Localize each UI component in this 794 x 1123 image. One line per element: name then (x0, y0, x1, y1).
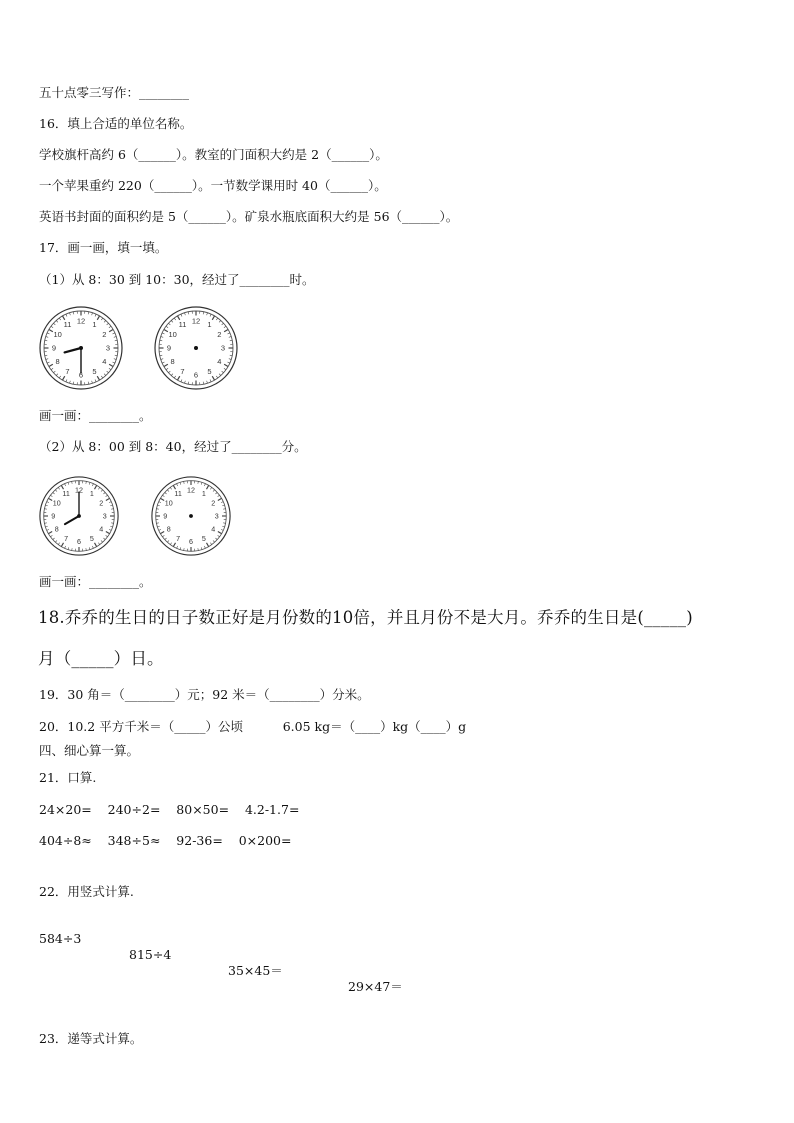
clock-number: 9 (163, 512, 168, 521)
q21-row-2: 404÷8≈ 348÷5≈ 92-36= 0×200= (39, 833, 292, 848)
clock-number: 1 (201, 490, 206, 499)
clock-number: 1 (207, 320, 212, 330)
clock-number: 6 (77, 538, 81, 547)
clock-number: 8 (54, 525, 59, 534)
clock-center-dot (189, 514, 193, 518)
clock-number: 12 (187, 486, 195, 495)
q18-line-a: 18.乔乔的生日的日子数正好是月份数的10倍，并且月份不是大月。乔乔的生日是(_____) (38, 608, 693, 627)
clock-number: 9 (51, 512, 56, 521)
clock-number: 7 (65, 366, 70, 376)
clock-number: 7 (64, 534, 69, 543)
clock-number: 10 (168, 330, 177, 340)
clock-number: 9 (166, 343, 172, 353)
clock-number: 6 (189, 538, 193, 547)
clock-number: 11 (63, 320, 72, 330)
clock-center-dot (79, 346, 83, 350)
clock-number: 11 (178, 320, 187, 330)
section-4-heading: 四、细心算一算。 (39, 743, 140, 758)
q17-part2: （2）从 8：00 到 8：40，经过了________分。 (39, 439, 307, 454)
line-0: 五十点零三写作：________ (39, 85, 190, 100)
clock-number: 10 (53, 330, 62, 340)
clock-number: 11 (62, 490, 70, 499)
q22-item: 35×45＝ (228, 963, 283, 978)
clock-number: 7 (176, 534, 181, 543)
q21-row-1: 24×20= 240÷2= 80×50= 4.2-1.7= (39, 802, 300, 817)
clock-number: 6 (193, 370, 199, 380)
clock-number: 4 (102, 357, 107, 367)
clock-number: 3 (220, 343, 226, 353)
clock-face-2 (153, 305, 239, 391)
q18-line-b: 月（_____）日。 (38, 649, 164, 668)
clock-number: 6 (78, 370, 84, 380)
clock-number: 8 (170, 357, 175, 367)
q17-draw-1: 画一画：________。 (39, 408, 152, 423)
q23-title: 23．递等式计算。 (39, 1031, 143, 1046)
q21-title: 21．口算. (39, 770, 97, 785)
clock-face-3 (38, 475, 120, 557)
q17-part1: （1）从 8：30 到 10：30，经过了________时。 (39, 272, 315, 287)
q16-line-c: 英语书封面的面积约是 5（______）。矿泉水瓶底面积大约是 56（______）。 (39, 209, 459, 224)
clock-number: 4 (211, 525, 216, 534)
q16-line-a: 学校旗杆高约 6（______）。教室的门面积大约是 2（______）。 (39, 147, 388, 162)
clock-number: 12 (191, 316, 201, 326)
q17-draw-2: 画一画：________。 (39, 574, 152, 589)
clock-number: 5 (92, 366, 97, 376)
q22-title: 22．用竖式计算. (39, 884, 134, 899)
clock-number: 9 (51, 343, 57, 353)
clock-number: 2 (99, 499, 104, 508)
clock-number: 2 (211, 499, 216, 508)
q22-item: 584÷3 (39, 931, 82, 946)
clock-number: 10 (52, 499, 61, 508)
clock-number: 10 (164, 499, 173, 508)
clock-number: 7 (180, 366, 185, 376)
clock-face-4 (150, 475, 232, 557)
clock-number: 5 (201, 534, 206, 543)
clock-number: 8 (55, 357, 60, 367)
q16-line-b: 一个苹果重约 220（______）。一节数学课用时 40（______）。 (39, 178, 387, 193)
clock-number: 4 (99, 525, 104, 534)
clock-number: 1 (92, 320, 97, 330)
clock-number: 5 (89, 534, 94, 543)
clock-number: 2 (217, 330, 222, 340)
q22-item: 815÷4 (129, 947, 172, 962)
clock-number: 12 (75, 486, 83, 495)
clock-number: 12 (76, 316, 86, 326)
clock-center-dot (194, 346, 198, 350)
clock-number: 2 (102, 330, 107, 340)
q16-title: 16．填上合适的单位名称。 (39, 116, 193, 131)
clock-number: 4 (217, 357, 222, 367)
clock-number: 11 (174, 490, 182, 499)
q19: 19．30 角＝（________）元；92 米＝（________）分米。 (39, 687, 370, 702)
clock-number: 8 (166, 525, 171, 534)
clock-center-dot (77, 514, 81, 518)
q22-item: 29×47＝ (348, 979, 403, 994)
clock-number: 5 (207, 366, 212, 376)
clock-number: 3 (102, 512, 107, 521)
clock-number: 3 (105, 343, 111, 353)
clock-number: 3 (214, 512, 219, 521)
q22-items (39, 915, 539, 995)
q20: 20．10.2 平方千米＝（_____）公顷 6.05 kg＝（____）kg（____）g (39, 719, 467, 734)
clock-number: 1 (89, 490, 94, 499)
q17-title: 17．画一画，填一填。 (39, 240, 168, 255)
clock-face-1 (38, 305, 124, 391)
